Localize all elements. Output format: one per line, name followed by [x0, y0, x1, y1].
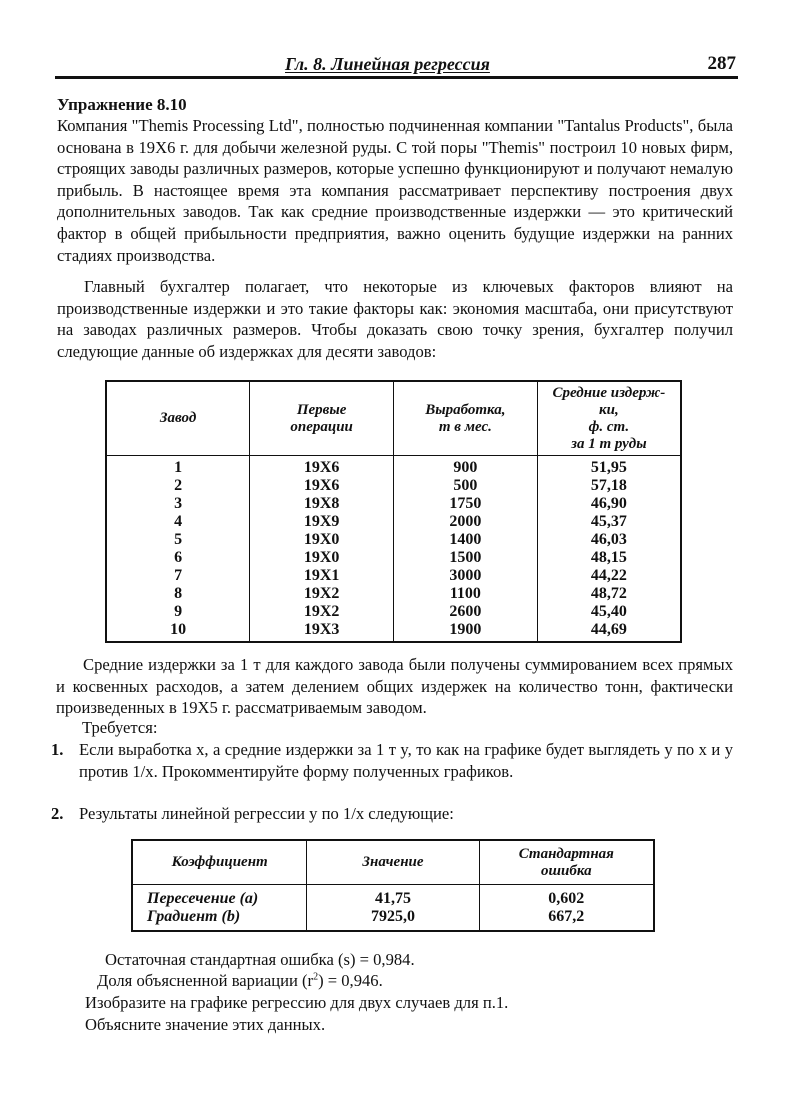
- cell-plant: 5: [106, 531, 250, 549]
- page-number: 287: [707, 53, 736, 74]
- paragraph-intro: Компания "Themis Processing Ltd", полностью подчиненная компании "Tantalus Products", была основана в 19X6 г. для добычи железной руды. С той поры "Themis" построил 10 новых фирм, строящих заводы различных размеров, которые успешно функционируют и получают немалую прибыль. В настоящее время эта компания рассматривает перспективу построения двух дополнительных заводов. Так как средние производственные издержки — это критический фактор в общей прибыльности предприятия, важно оценить будущие издержки на ранних стадиях производства.: [57, 116, 733, 265]
- task-number: 1.: [51, 740, 64, 759]
- residual-standard-error: Остаточная стандартная ошибка (s) = 0,984.: [105, 950, 415, 969]
- header-coefficient: Коэффициент: [132, 840, 307, 885]
- header-value: Значение: [307, 840, 479, 885]
- cell-first-operations: 19X2: [250, 585, 394, 603]
- cell-plant: 2: [106, 477, 250, 495]
- cell-plant: 6: [106, 549, 250, 567]
- instruction-explain: Объясните значение этих данных.: [85, 1015, 326, 1034]
- cell-standard-error: 667,2: [479, 908, 654, 931]
- cell-first-operations: 19X0: [250, 549, 394, 567]
- cell-average-cost: 44,69: [537, 621, 681, 642]
- header-standard-error: Стандартная ошибка: [479, 840, 654, 885]
- cell-output: 1500: [394, 549, 538, 567]
- requirement-label: Требуется:: [82, 718, 158, 737]
- cell-first-operations: 19X6: [250, 456, 394, 478]
- cell-average-cost: 57,18: [537, 477, 681, 495]
- cell-first-operations: 19X0: [250, 531, 394, 549]
- r-squared: Доля объясненной вариации $(r^2) = 0,946$.: [97, 971, 383, 990]
- cell-value: 41,75: [307, 885, 479, 909]
- cell-value: 7925,0: [307, 908, 479, 931]
- task-item: [51, 803, 733, 825]
- cell-first-operations: 19X8: [250, 495, 394, 513]
- table-row: [106, 567, 681, 585]
- header-output: Выработка, т в мес.: [394, 381, 538, 456]
- cell-average-cost: 44,22: [537, 567, 681, 585]
- regression-table: [131, 839, 655, 932]
- cell-plant: 4: [106, 513, 250, 531]
- cell-output: 2000: [394, 513, 538, 531]
- exercise-title: Упражнение 8.10: [57, 95, 187, 114]
- table-header-row: [106, 381, 681, 456]
- cell-coefficient: Градиент (b): [132, 908, 307, 931]
- cell-output: 3000: [394, 567, 538, 585]
- task-text: Если выработка x, а средние издержки за 1 т y, то как на графике будет выглядеть y по x и y против 1/x. Прокомментируйте форму полученных графиков.: [79, 740, 733, 781]
- header-plant: Завод: [106, 381, 250, 456]
- paragraph-cost-method: Средние издержки за 1 т для каждого завода были получены суммированием всех прямых и косвенных расходов, а затем делением общих издержек на количество тонн, фактически произведенных в 19X5 г. рассматриваемым заводом.: [56, 655, 733, 718]
- table-row: [106, 495, 681, 513]
- cell-average-cost: 46,03: [537, 531, 681, 549]
- cell-plant: 9: [106, 603, 250, 621]
- cell-output: 1400: [394, 531, 538, 549]
- table-header-row: [132, 840, 654, 885]
- cell-average-cost: 45,40: [537, 603, 681, 621]
- cell-first-operations: 19X3: [250, 621, 394, 642]
- chapter-title: Гл. 8. Линейная регрессия: [285, 54, 490, 74]
- table-row: [106, 621, 681, 642]
- cell-first-operations: 19X1: [250, 567, 394, 585]
- cell-plant: 10: [106, 621, 250, 642]
- cell-plant: 3: [106, 495, 250, 513]
- cell-average-cost: 51,95: [537, 456, 681, 478]
- table-row: [106, 513, 681, 531]
- header-average-cost: Средние издерж- ки, ф. ст. за 1 т руды: [537, 381, 681, 456]
- header-first-operations: Первые операции: [250, 381, 394, 456]
- cell-average-cost: 45,37: [537, 513, 681, 531]
- plants-table: [105, 380, 682, 643]
- table-row: [106, 531, 681, 549]
- paragraph-accountant: Главный бухгалтер полагает, что некоторые из ключевых факторов влияют на производственные издержки и это такие факторы как: экономия масштаба, они присутствуют на заводах различных размеров. Чтобы доказать свою точку зрения, бухгалтер получил следующие данные об издержках для десяти заводов:: [57, 277, 733, 361]
- page-header: [55, 52, 738, 79]
- cell-first-operations: 19X9: [250, 513, 394, 531]
- table-row: [106, 585, 681, 603]
- table-row: [106, 549, 681, 567]
- table-row: [106, 456, 681, 478]
- cell-standard-error: 0,602: [479, 885, 654, 909]
- cell-plant: 1: [106, 456, 250, 478]
- table-row: [132, 885, 654, 909]
- cell-average-cost: 48,15: [537, 549, 681, 567]
- cell-output: 500: [394, 477, 538, 495]
- table-row: [132, 908, 654, 931]
- cell-first-operations: 19X2: [250, 603, 394, 621]
- instruction-plot: Изобразите на графике регрессию для двух случаев для п.1.: [85, 993, 509, 1012]
- task-text: Результаты линейной регрессии y по 1/x следующие:: [79, 804, 454, 823]
- task-item: [51, 739, 733, 782]
- cell-plant: 8: [106, 585, 250, 603]
- cell-output: 1750: [394, 495, 538, 513]
- cell-output: 900: [394, 456, 538, 478]
- cell-average-cost: 46,90: [537, 495, 681, 513]
- cell-first-operations: 19X6: [250, 477, 394, 495]
- cell-average-cost: 48,72: [537, 585, 681, 603]
- table-row: [106, 603, 681, 621]
- cell-coefficient: Пересечение (a): [132, 885, 307, 909]
- cell-output: 1100: [394, 585, 538, 603]
- table-row: [106, 477, 681, 495]
- cell-output: 1900: [394, 621, 538, 642]
- task-number: 2.: [51, 804, 64, 823]
- cell-plant: 7: [106, 567, 250, 585]
- cell-output: 2600: [394, 603, 538, 621]
